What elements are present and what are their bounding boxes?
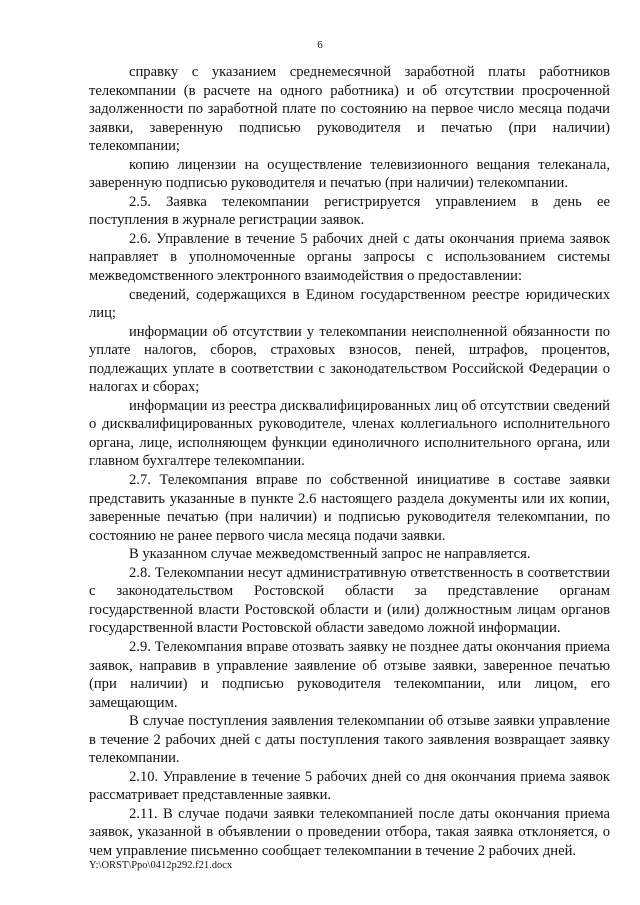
paragraph-2-7: 2.7. Телекомпания вправе по собственной инициативе в составе заявки представить указанные в пункте 2.6 настоящего раздела документы или их копии, заверенные печатью (при наличии) и подписью руководителя телекомпании, по состоянию не ранее первого числа месяца подачи заявки.	[89, 472, 610, 544]
paragraph-license-copy: копию лицензии на осуществление телевизионного вещания телеканала, заверенную подписью руководителя и печатью (при наличии) телекомпании.	[89, 156, 610, 192]
paragraph-tax-info: информации об отсутствии у телекомпании неисполненной обязанности по уплате налогов, сборов, страховых взносов, пеней, штрафов, процентов, подлежащих уплате в соответствии с законодательством Российской Федерации о налогах и сборах;	[89, 323, 610, 396]
paragraph-2-9: 2.9. Телекомпания вправе отозвать заявку не позднее даты окончания приема заявок, направив в управление заявление об отзыве заявки, заверенное печатью (при наличии) и подписью руководителя телекомпании, или лицом, его замещающим.	[89, 638, 610, 711]
paragraph-no-interagency-request: В указанном случае межведомственный запрос не направляется.	[129, 546, 531, 563]
paragraph-egrul-info: сведений, содержащихся в Едином государственном реестре юридических лиц;	[89, 286, 610, 322]
paragraph-2-6: 2.6. Управление в течение 5 рабочих дней с даты окончания приема заявок направляет в уполномоченные органы запросы с использованием системы межведомственного электронного взаимодействия о предоставлении:	[89, 230, 610, 285]
paragraph-salary-certificate: справку с указанием среднемесячной заработной платы работников телекомпании (в расчете на одного работника) и об отсутствии просроченной задолженности по заработной плате по состоянию на первое число месяца подачи заявки, заверенную подписью руководителя и печатью (при наличии) телекомпании;	[89, 64, 610, 155]
paragraph-2-10: 2.10. Управление в течение 5 рабочих дней со дня окончания приема заявок рассматривает представленные заявки.	[89, 768, 610, 804]
document-body	[89, 63, 610, 861]
page-number: 6	[317, 39, 323, 51]
paragraph-disqualified-info: информации из реестра дисквалифицированных лиц об отсутствии сведений о дисквалифицированных руководителе, членах коллегиального исполнительного органа, лице, исполняющем функции единоличного исполнительного органа, или главном бухгалтере телекомпании.	[89, 397, 610, 470]
footer-file-path: Y:\ORST\Ppo\0412p292.f21.docx	[89, 860, 233, 871]
paragraph-2-11: 2.11. В случае подачи заявки телекомпанией после даты окончания приема заявок, указанной в объявлении о проведении отбора, такая заявка отклоняется, о чем управление письменно сообщает телекомпании в течение 2 рабочих дней.	[89, 805, 610, 859]
paragraph-withdrawal-return: В случае поступления заявления телекомпании об отзыве заявки управление в течение 2 рабочих дней с даты поступления такого заявления возвращает заявку телекомпании.	[89, 713, 610, 767]
paragraph-2-8: 2.8. Телекомпании несут административную ответственность в соответствии с законодательством Ростовской области за представление органам государственной власти Ростовской области и (или) должностным лицам органов государственной власти Ростовской области заведомо ложной информации.	[89, 564, 610, 637]
paragraph-2-5: 2.5. Заявка телекомпании регистрируется управлением в день ее поступления в журнале регистрации заявок.	[89, 193, 610, 229]
